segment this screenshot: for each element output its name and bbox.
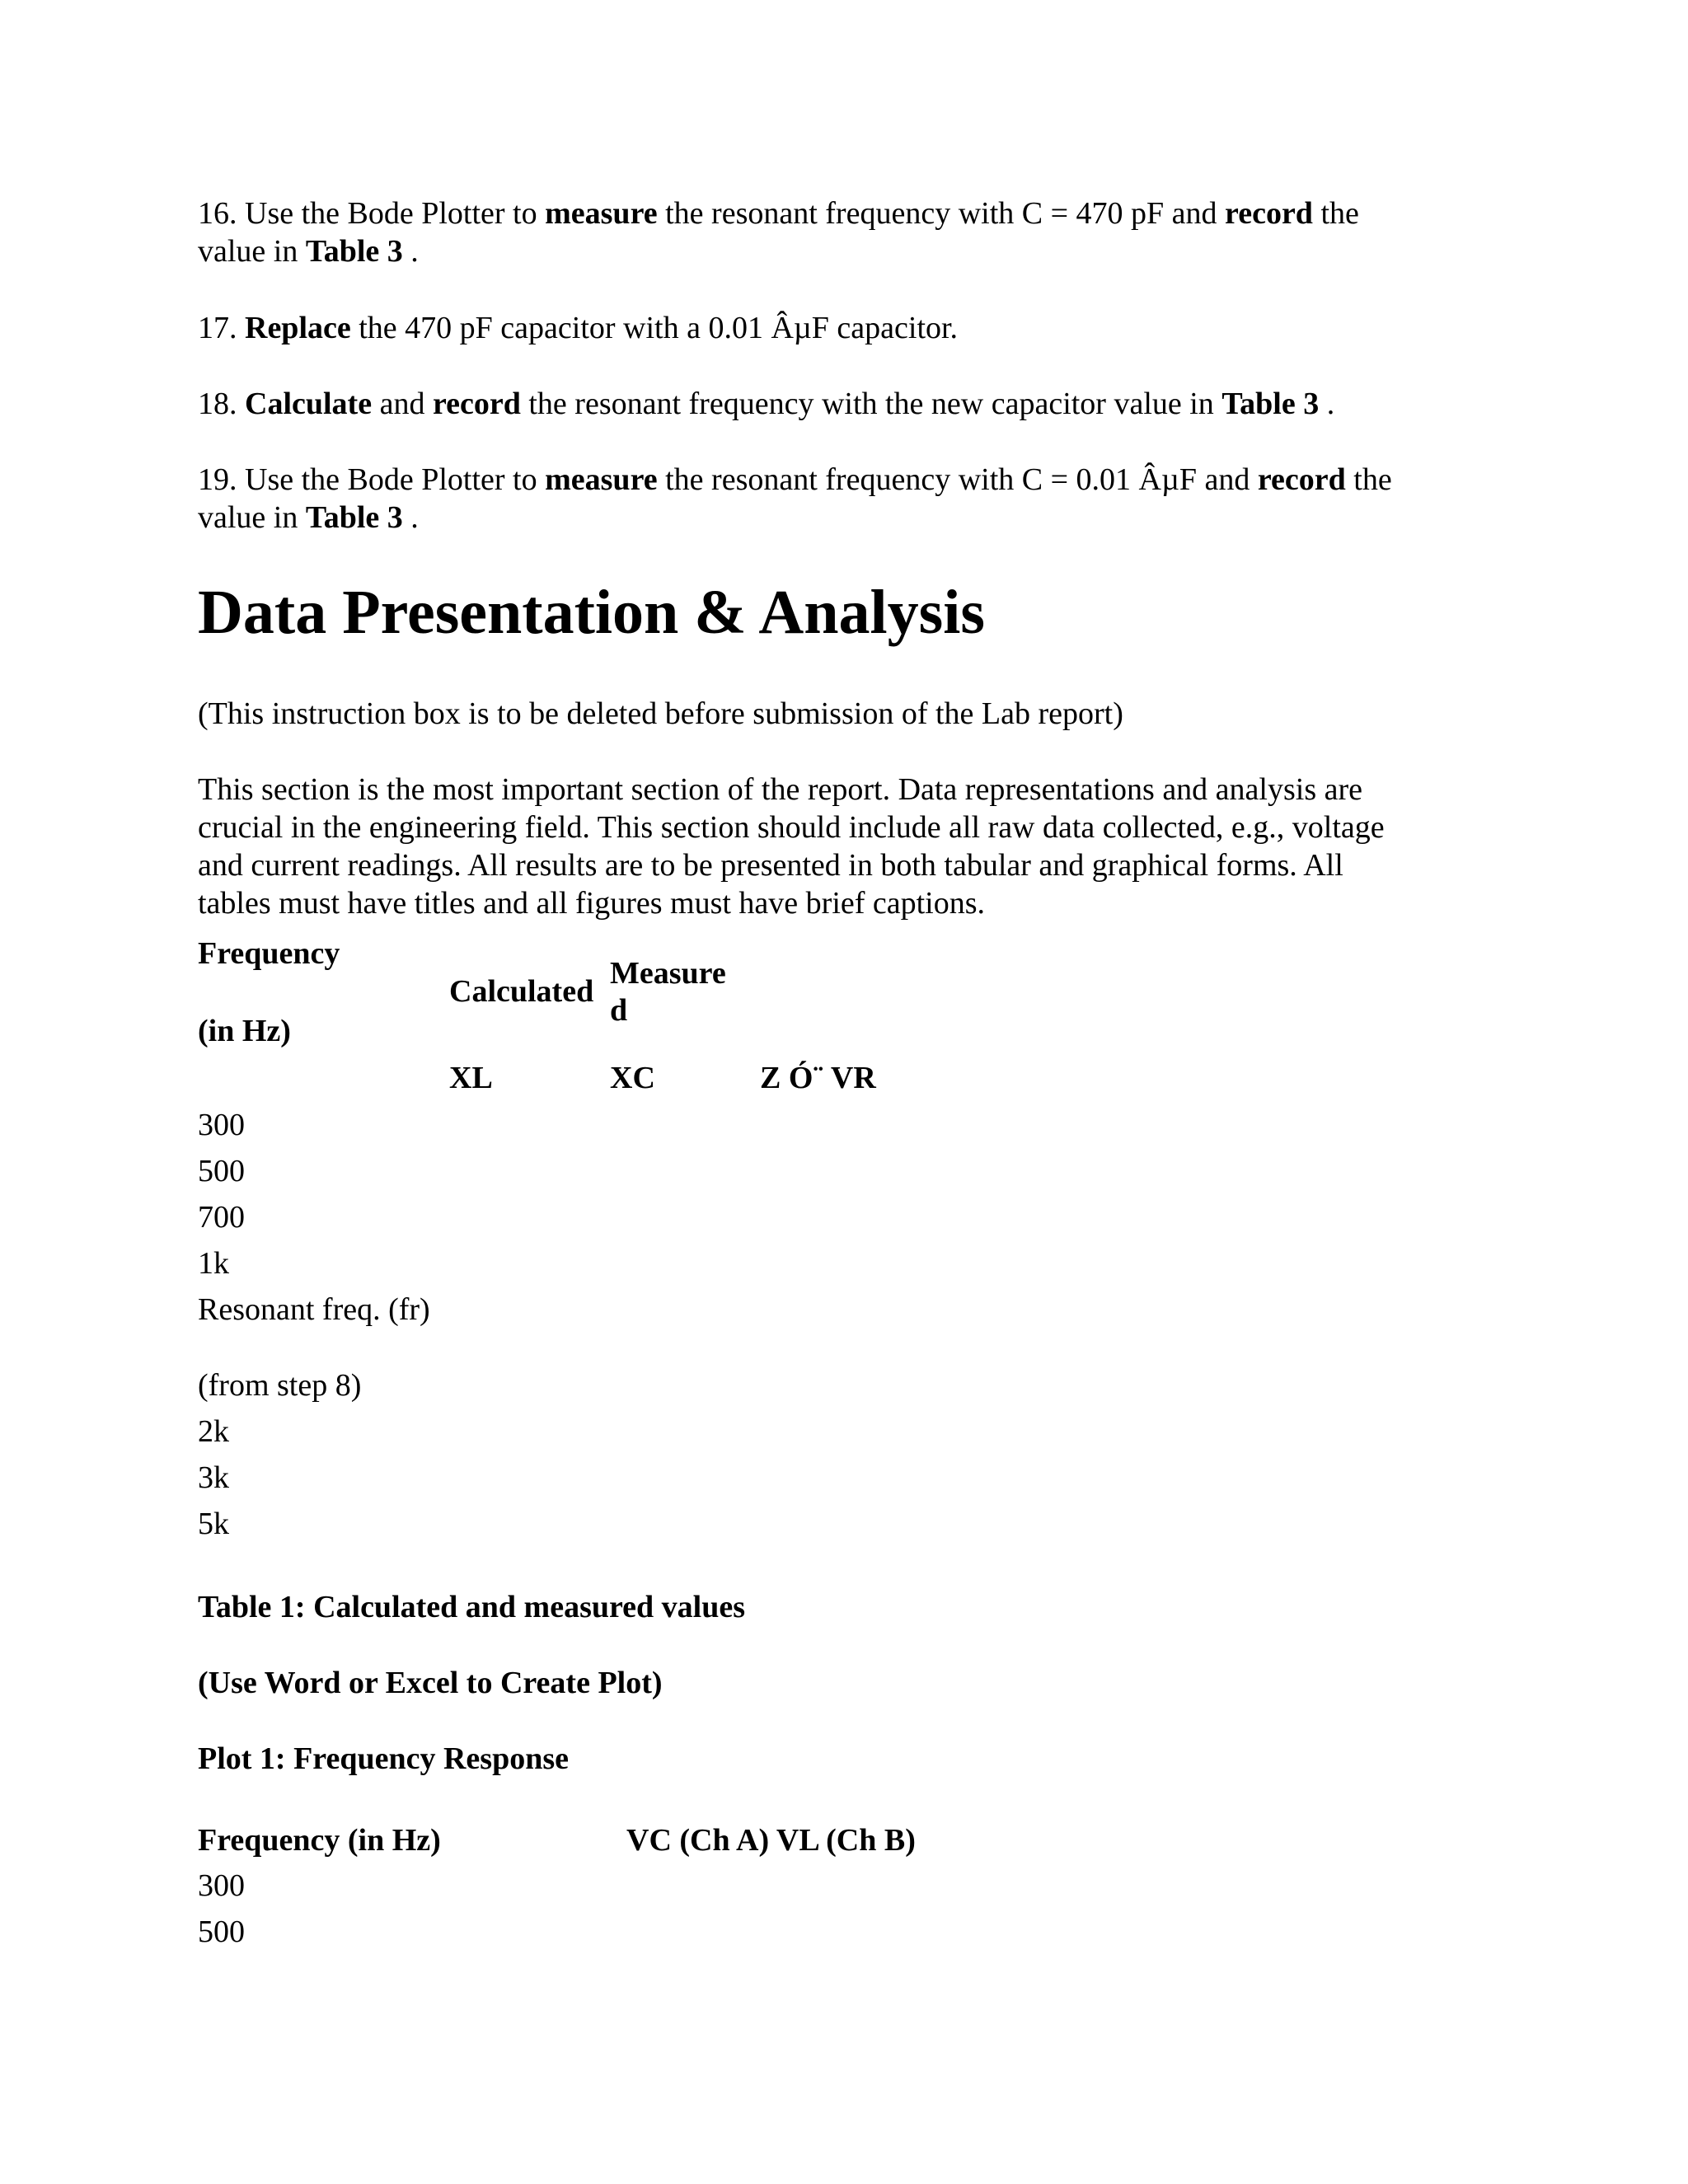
table2-row: 300 (198, 1868, 245, 1903)
intro-paragraph-line-1: This section is the most important section of the report. Data representations and analysis are (198, 772, 1362, 807)
instruction-note: (This instruction box is to be deleted before submission of the Lab report) (198, 696, 1123, 731)
table1-row: Resonant freq. (fr) (198, 1292, 430, 1327)
intro-paragraph-line-2: crucial in the engineering field. This section should include all raw data collected, e.g., voltage (198, 810, 1385, 845)
table1-row: 500 (198, 1154, 245, 1188)
table1-caption: Table 1: Calculated and measured values (198, 1590, 746, 1624)
table1-header-measured-2: d (610, 993, 628, 1028)
step-17: 17. Replace the 470 pF capacitor with a 0.01 ÂµF capacitor. (198, 311, 959, 345)
plot-note: (Use Word or Excel to Create Plot) (198, 1666, 663, 1700)
step-16-line-2: value in Table 3 . (198, 234, 419, 269)
table2-header-values: VC (Ch A) VL (Ch B) (626, 1823, 916, 1858)
step-16-line-1: 16. Use the Bode Plotter to measure the resonant frequency with C = 470 pF and record the (198, 196, 1359, 231)
step-19-line-1: 19. Use the Bode Plotter to measure the resonant frequency with C = 0.01 ÂµF and record the (198, 462, 1392, 497)
table1-col-xc: XC (610, 1061, 655, 1095)
table1-header-calculated: Calculated (449, 974, 594, 1009)
intro-paragraph-line-4: tables must have titles and all figures must have brief captions. (198, 886, 986, 921)
table1-row: 3k (198, 1460, 229, 1495)
section-heading: Data Presentation & Analysis (198, 578, 985, 647)
table1-col-xl: XL (449, 1061, 493, 1095)
table1-row: 2k (198, 1414, 229, 1449)
table1-header-frequency: Frequency (198, 936, 340, 971)
step-18: 18. Calculate and record the resonant frequency with the new capacitor value in Table 3 . (198, 387, 1335, 421)
table1-row: 5k (198, 1507, 229, 1541)
table2-row: 500 (198, 1915, 245, 1949)
step-19-line-2: value in Table 3 . (198, 500, 419, 535)
table1-row: 700 (198, 1200, 245, 1235)
table1-row: (from step 8) (198, 1368, 362, 1403)
table2-header-frequency: Frequency (in Hz) (198, 1823, 441, 1858)
plot-caption: Plot 1: Frequency Response (198, 1741, 569, 1776)
intro-paragraph-line-3: and current readings. All results are to be presented in both tabular and graphical forms. All (198, 848, 1343, 883)
table1-row: 1k (198, 1246, 229, 1281)
table1-row: 300 (198, 1108, 245, 1142)
table1-header-in-hz: (in Hz) (198, 1014, 291, 1048)
table1-header-measured-1: Measure (610, 956, 726, 991)
table1-col-z: Z Ó¨ VR (760, 1061, 876, 1095)
